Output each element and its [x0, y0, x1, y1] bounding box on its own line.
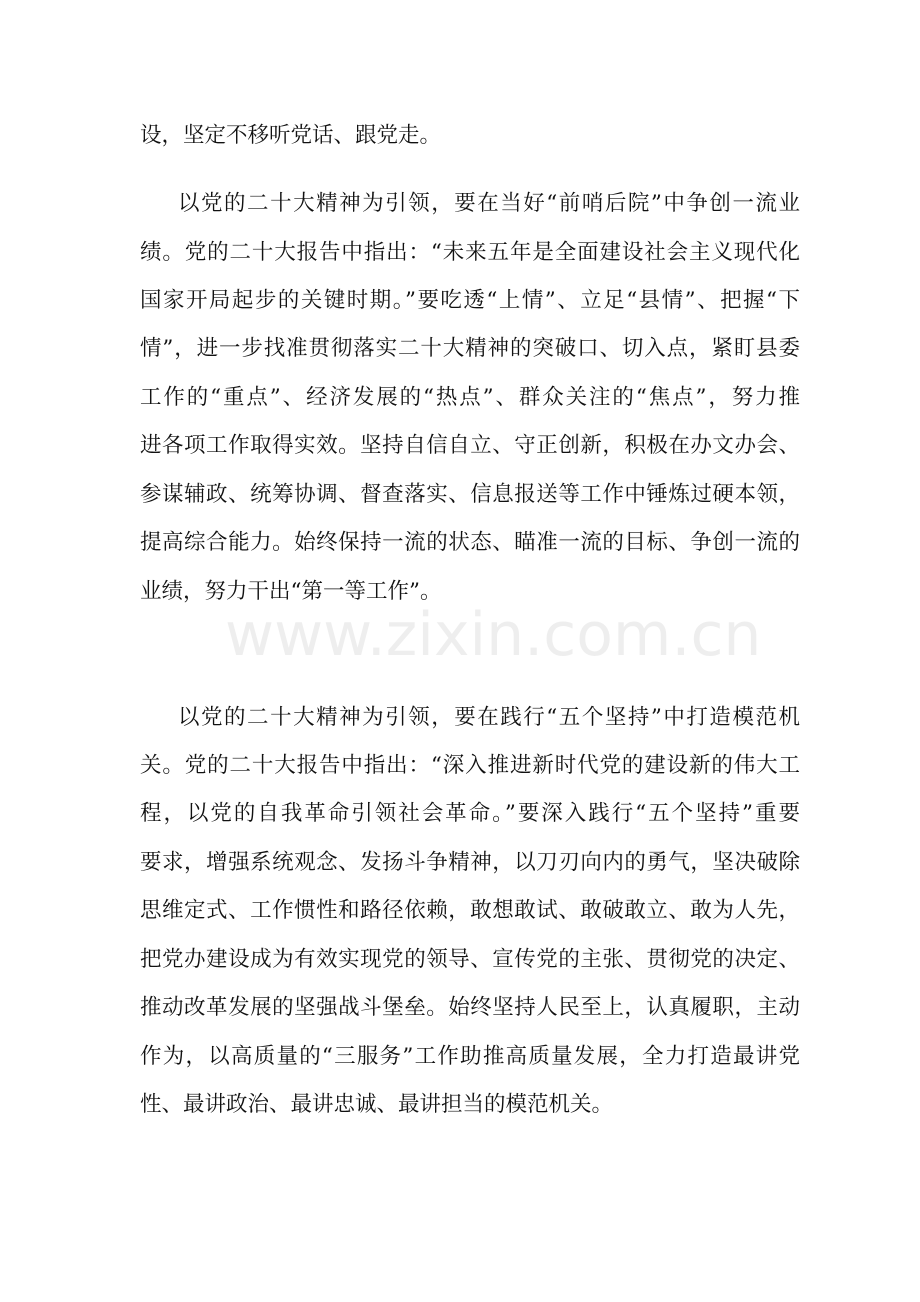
paragraph-3-line-8: 作为，以高质量的“三服务”工作助推高质量发展，全力打造最讲党 [140, 1044, 800, 1069]
paragraph-2-line-4: 情”，进一步找准贯彻落实二十大精神的突破口、切入点，紧盯县委 [140, 336, 800, 361]
watermark: www.zixin.com.cn [225, 600, 762, 670]
paragraph-2-line-9: 业绩，努力干出“第一等工作”。 [140, 579, 442, 604]
paragraph-3-line-7: 推动改革发展的坚强战斗堡垒。始终坚持人民至上，认真履职，主动 [140, 995, 800, 1020]
paragraph-3-line-2: 关。党的二十大报告中指出：“深入推进新时代党的建设新的伟大工 [140, 753, 800, 778]
paragraph-2-line-3: 国家开局起步的关键时期。”要吃透“上情”、立足“县情”、把握“下 [140, 288, 800, 313]
paragraph-2-line-5: 工作的“重点”、经济发展的“热点”、群众关注的“焦点”，努力推 [140, 385, 800, 410]
paragraph-2-line-7: 参谋辅政、统筹协调、督查落实、信息报送等工作中锤炼过硬本领， [140, 482, 800, 507]
paragraph-1-line-1: 设，坚定不移听党话、跟党走。 [140, 123, 442, 148]
paragraph-2-line-8: 提高综合能力。始终保持一流的状态、瞄准一流的目标、争创一流的 [140, 530, 800, 555]
paragraph-3-line-1: 以党的二十大精神为引领，要在践行“五个坚持”中打造模范机 [178, 705, 800, 730]
paragraph-3-line-5: 思维定式、工作惯性和路径依赖，敢想敢试、敢破敢立、敢为人先， [140, 898, 800, 923]
paragraph-3-line-4: 要求，增强系统观念、发扬斗争精神，以刀刃向内的勇气，坚决破除 [140, 850, 800, 875]
paragraph-3-line-9: 性、最讲政治、最讲忠诚、最讲担当的模范机关。 [140, 1092, 614, 1117]
paragraph-3-line-3: 程，以党的自我革命引领社会革命。”要深入践行“五个坚持”重要 [140, 801, 800, 826]
paragraph-2-line-1: 以党的二十大精神为引领，要在当好“前哨后院”中争创一流业 [178, 191, 800, 216]
paragraph-3-line-6: 把党办建设成为有效实现党的领导、宣传党的主张、贯彻党的决定、 [140, 947, 800, 972]
paragraph-2-line-2: 绩。党的二十大报告中指出：“未来五年是全面建设社会主义现代化 [140, 240, 800, 265]
paragraph-2-line-6: 进各项工作取得实效。坚持自信自立、守正创新，积极在办文办会、 [140, 433, 800, 458]
